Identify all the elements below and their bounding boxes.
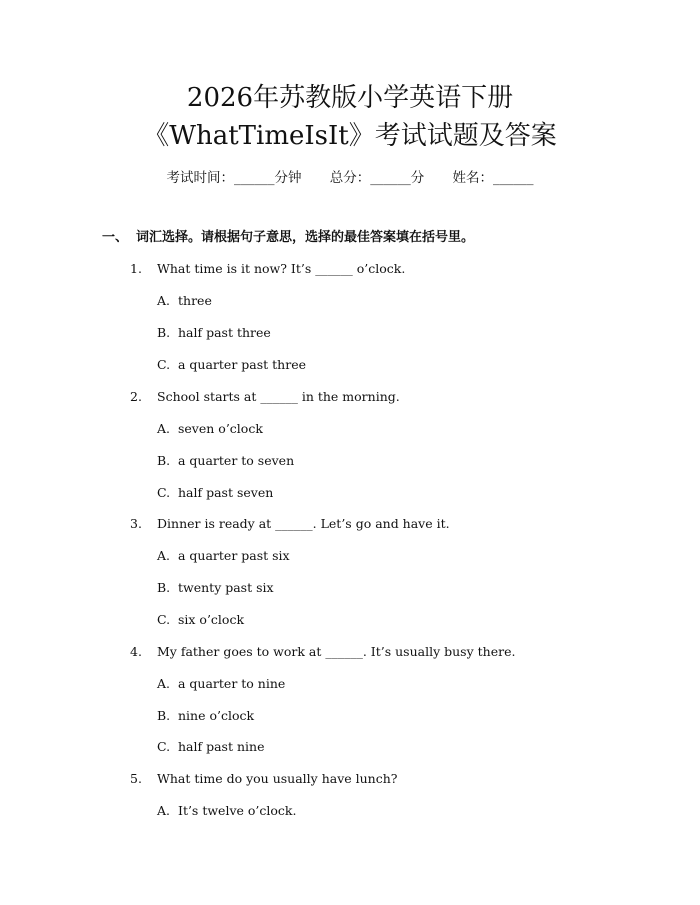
question-2 — [130, 387, 400, 407]
question-number: 1. — [130, 261, 142, 276]
option-letter: A. — [157, 803, 171, 818]
option-text: nine o’clock — [178, 708, 255, 723]
question-2-option-c — [157, 483, 273, 503]
question-text: What time is it now? It’s ______ o’clock. — [157, 261, 406, 276]
option-letter: B. — [157, 325, 171, 340]
section-instruction: 词汇选择。请根据句子意思，选择的最佳答案填在括号里。 — [136, 230, 475, 245]
question-3-option-c — [157, 610, 244, 630]
question-1 — [130, 259, 405, 279]
question-1-option-a — [157, 291, 212, 311]
question-2-option-b — [157, 451, 294, 471]
page-title-line-2: 《WhatTimeIsIt》考试试题及答案 — [143, 121, 557, 151]
section-heading — [102, 228, 474, 248]
option-text: three — [178, 293, 212, 308]
question-5 — [130, 769, 398, 789]
exam-meta — [0, 168, 700, 188]
option-letter: C. — [157, 485, 171, 500]
question-1-option-b — [157, 323, 271, 343]
question-4-option-c — [157, 737, 264, 757]
question-number: 4. — [130, 644, 142, 659]
question-5-option-a — [157, 801, 296, 821]
option-letter: A. — [157, 293, 171, 308]
option-letter: A. — [157, 421, 171, 436]
option-text: a quarter to nine — [178, 676, 286, 691]
question-1-option-c — [157, 355, 306, 375]
option-letter: B. — [157, 453, 171, 468]
question-text: My father goes to work at ______. It’s usually busy there. — [157, 644, 516, 659]
question-number: 3. — [130, 516, 142, 531]
question-text: Dinner is ready at ______. Let’s go and have it. — [157, 516, 450, 531]
question-4-option-b — [157, 706, 254, 726]
question-number: 5. — [130, 771, 142, 786]
question-4 — [130, 642, 515, 662]
question-2-option-a — [157, 419, 263, 439]
option-text: twenty past six — [178, 580, 274, 595]
total-score-label: 总分：______分 — [329, 170, 425, 186]
option-text: a quarter past six — [178, 548, 290, 563]
question-text: School starts at ______ in the morning. — [157, 389, 400, 404]
section-number: 一、 — [102, 230, 129, 245]
option-letter: B. — [157, 708, 171, 723]
option-letter: C. — [157, 739, 171, 754]
option-text: six o’clock — [178, 612, 245, 627]
option-text: a quarter past three — [178, 357, 306, 372]
option-text: half past three — [178, 325, 271, 340]
question-4-option-a — [157, 674, 285, 694]
option-text: seven o’clock — [178, 421, 263, 436]
option-letter: C. — [157, 357, 171, 372]
question-text: What time do you usually have lunch? — [157, 771, 398, 786]
question-3-option-b — [157, 578, 274, 598]
question-3 — [130, 514, 450, 534]
question-3-option-a — [157, 546, 290, 566]
option-text: It’s twelve o’clock. — [178, 803, 297, 818]
option-letter: A. — [157, 676, 171, 691]
option-letter: C. — [157, 612, 171, 627]
page-title-line-1: 2026年苏教版小学英语下册 — [186, 83, 514, 113]
option-text: a quarter to seven — [178, 453, 295, 468]
option-letter: B. — [157, 580, 171, 595]
student-name-label: 姓名：______ — [452, 170, 534, 186]
question-number: 2. — [130, 389, 142, 404]
option-letter: A. — [157, 548, 171, 563]
exam-time-label: 考试时间：______分钟 — [166, 170, 302, 186]
option-text: half past seven — [178, 485, 274, 500]
option-text: half past nine — [178, 739, 265, 754]
